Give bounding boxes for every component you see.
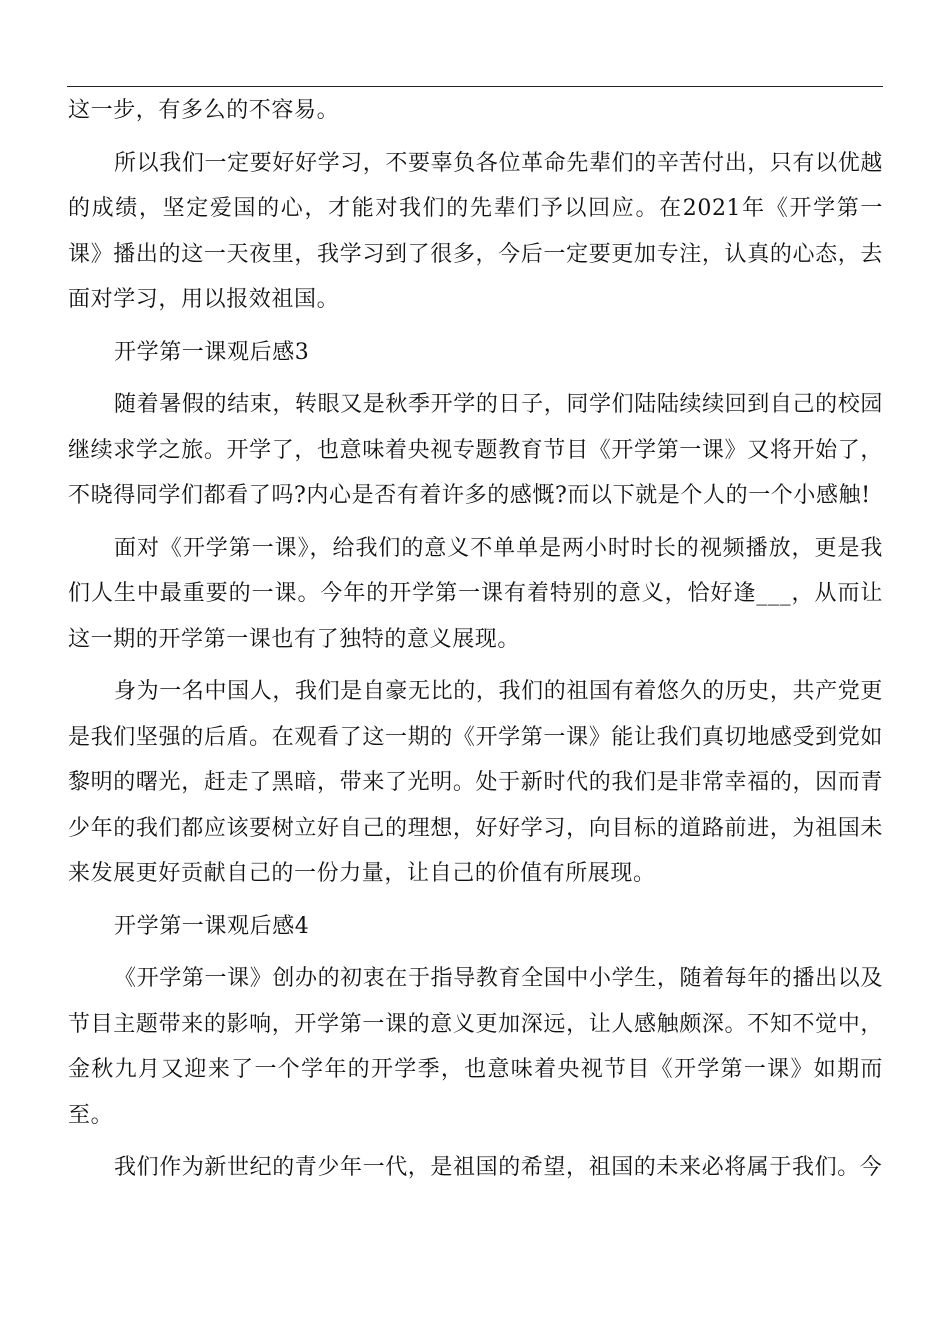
paragraph: 面对《开学第一课》，给我们的意义不单单是两小时时长的视频播放，更是我们人生中最重要的一课。今年的开学第一课有着特别的意义，恰好逢___，从而让这一期的开学第一课也有了独特的意义展现。 [68,535,883,652]
paragraph-continuation: 这一步，有多么的不容易。 [68,98,340,123]
paragraph: 随着暑假的结束，转眼又是秋季开学的日子，同学们陆陆续续回到自己的校园继续求学之旅。开学了，也意味着央视专题教育节目《开学第一课》又将开始了，不晓得同学们都看了吗?内心是否有着许多的感慨?而以下就是个人的一个小感触! [68,392,883,508]
header-rule [67,86,883,87]
section-heading: 开学第一课观后感3 [114,339,310,365]
paragraph: 《开学第一课》创办的初衷在于指导教育全国中小学生，随着每年的播出以及节目主题带来的影响，开学第一课的意义更加深远，让人感触颇深。不知不觉中，金秋九月又迎来了一个学年的开学季，也意味着央视节目《开学第一课》如期而至。 [68,966,883,1128]
paragraph: 我们作为新世纪的青少年一代，是祖国的希望，祖国的未来必将属于我们。今 [114,1155,883,1180]
document-body [68,88,883,1198]
paragraph: 身为一名中国人，我们是自豪无比的，我们的祖国有着悠久的历史，共产党更是我们坚强的后盾。在观看了这一期的《开学第一课》能让我们真切地感受到党如黎明的曙光，赶走了黑暗，带来了光明。处于新时代的我们是非常幸福的，因而青少年的我们都应该要树立好自己的理想，好好学习，向目标的道路前进，为祖国未来发展更好贡献自己的一份力量，让自己的价值有所展现。 [68,679,883,886]
section-heading: 开学第一课观后感4 [114,913,310,939]
paragraph: 所以我们一定要好好学习，不要辜负各位革命先辈们的辛苦付出，只有以优越的成绩，坚定爱国的心，才能对我们的先辈们予以回应。在2021年《开学第一课》播出的这一天夜里，我学习到了很多，今后一定要更加专注，认真的心态，去面对学习，用以报效祖国。 [68,150,883,312]
